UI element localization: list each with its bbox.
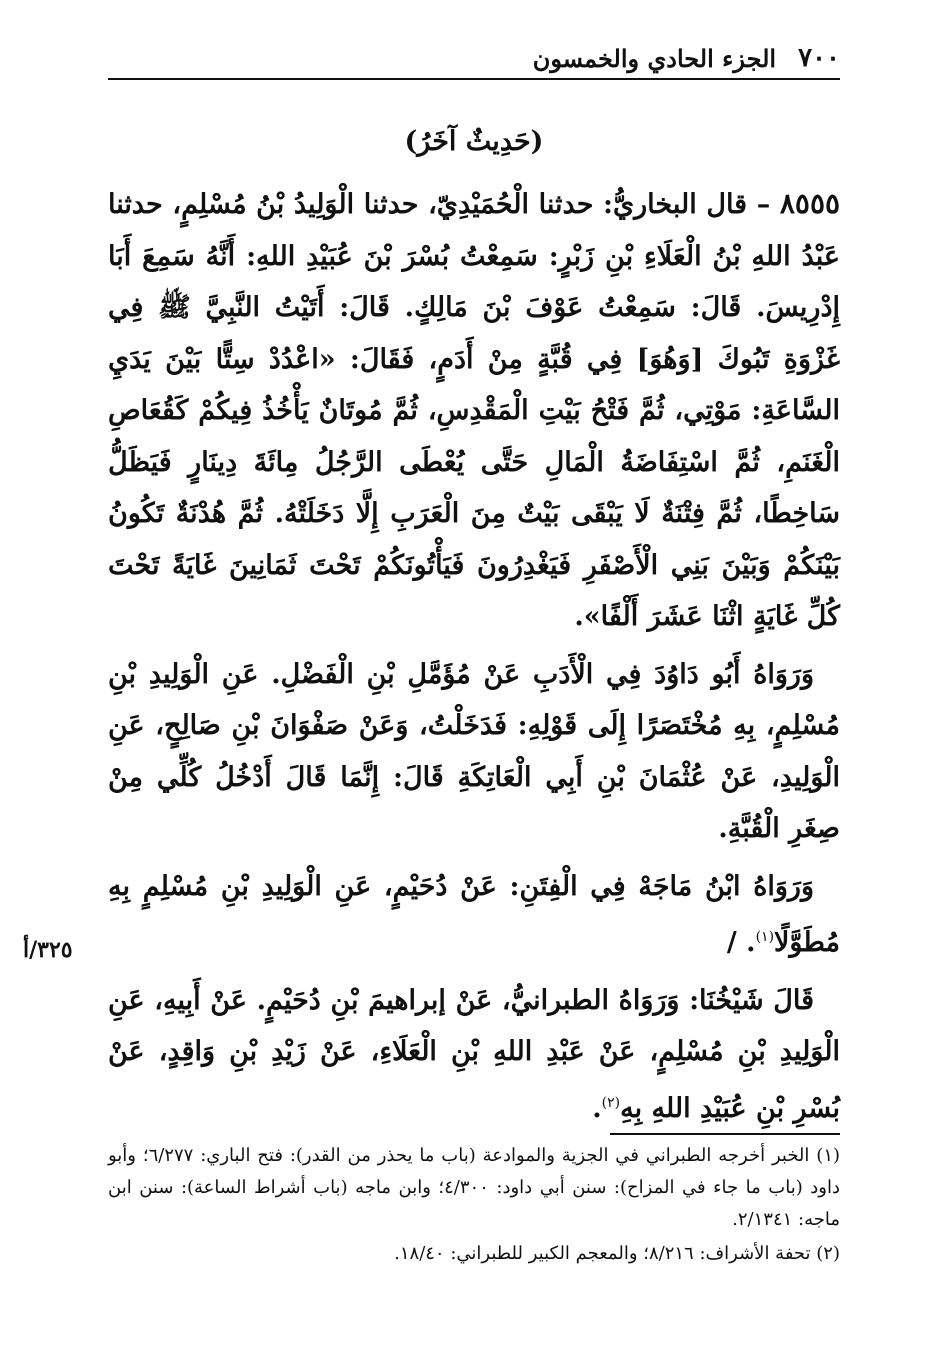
part-title: الجزء الحادي والخمسون <box>532 43 777 73</box>
margin-folio-note: ٣٢٥/أ <box>23 936 73 963</box>
ibn-majah-paragraph <box>108 861 840 969</box>
ibn-majah-end: . / <box>726 927 756 958</box>
footnote-2: (٢) تحفة الأشراف: ٨/٢١٦؛ والمعجم الكبير للطبراني: ١٨/٤٠. <box>394 1243 840 1264</box>
tabarani-text: قَالَ شَيْخُنَا: وَرَوَاهُ الطبرانيُّ، عَنْ إبراهيمَ بْنِ دُحَيْمٍ. عَنْ أَبِيهِ، عَنِ الْوَلِيدِ بْنِ مُسْلِمٍ، عَنْ عَبْدِ اللهِ بْنِ الْعَلَاءِ، عَنْ زَيْدِ بْنِ وَاقِدٍ، عَنْ بُسْرِ بْنِ عُبَيْدِ اللهِ بِهِ <box>108 984 840 1124</box>
running-header <box>108 38 840 78</box>
ibn-majah-block <box>23 861 840 969</box>
hadith-number: ٨٥٥٥ <box>779 187 841 220</box>
page-number: ٧٠٠ <box>798 43 840 73</box>
hadith-paragraph <box>108 178 840 643</box>
tabarani-end: . <box>592 1092 602 1124</box>
tabarani-paragraph <box>108 975 840 1135</box>
section-title: (حَدِيثٌ آخَرُ) <box>404 126 544 157</box>
ibn-majah-text: وَرَوَاهُ ابْنُ مَاجَهْ فِي الْفِتَنِ: عَنْ دُحَيْمٍ، عَنِ الْوَلِيدِ بْنِ مُسْلِمٍ بِهِ مُطَوَّلًا <box>108 870 840 958</box>
abu-dawud-paragraph: وَرَوَاهُ أَبُو دَاوُدَ فِي الْأَدَبِ عَنْ مُؤَمَّلِ بْنِ الْفَضْلِ. عَنِ الْوَلِيدِ بْنِ مُسْلِمٍ، بِهِ مُخْتَصَرًا إِلَى قَوْلِهِ: فَدَخَلْتُ، وَعَنْ صَفْوَانَ بْنِ صَالِحٍ، عَنِ الْوَلِيدِ، عَنْ عُثْمَانَ بْنِ أَبِي الْعَاتِكَةِ قَالَ: إِنَّمَا قَالَ أَدْخُلُ كُلِّي مِنْ صِغَرِ الْقُبَّةِ. <box>108 658 840 844</box>
footnote-ref-1: (١) <box>755 929 775 945</box>
footnote-1: (١) الخبر أخرجه الطبراني في الجزية والموادعة (باب ما يحذر من القدر): فتح الباري: ٦/٢٧٧؛ وأبو داود (باب ما جاء في المزاح): سنن أبي داود: ٤/٣٠٠؛ وابن ماجه (باب أشراط الساعة): سنن ابن ماجه: ٢/١٣٤١. <box>108 1145 841 1230</box>
footnote-ref-2: (٢) <box>601 1094 621 1111</box>
footnote-divider <box>610 1133 840 1135</box>
hadith-text: – قال البخاريُّ: حدثنا الْحُمَيْدِيّ، حدثنا الْوَلِيدُ بْنُ مُسْلِمٍ، حدثنا عَبْدُ اللهِ بْنُ الْعَلَاءِ بْنِ زَبْرٍ: سَمِعْتُ بُسْرَ بْنَ عُبَيْدِ اللهِ: أَنَّهُ سَمِعَ أَبَا إِدْرِيسَ. قَالَ: سَمِعْتُ عَوْفَ بْنَ مَالِكٍ. قَالَ: أَتَيْتُ النَّبِيَّ ﷺ فِي غَزْوَةِ تَبُوكَ [وَهُوَ] فِي قُبَّةٍ مِنْ أَدَمٍ، فَقَالَ: «اعْدُدْ سِتًّا بَيْنَ يَدَيِ السَّاعَةِ: مَوْتِي، ثُمَّ فَتْحُ بَيْتِ الْمَقْدِسِ، ثُمَّ مُوتَانٌ يَأْخُذُ فِيكُمْ كَقُعَاصِ الْغَنَمِ، ثُمَّ اسْتِفَاضَةُ الْمَالِ حَتَّى يُعْطَى الرَّجُلُ مِائَةَ دِينَارٍ فَيَظَلُّ سَاخِطًا، ثُمَّ فِتْنَةٌ لَا يَبْقَى بَيْتٌ مِنَ الْعَرَبِ إِلَّا دَخَلَتْهُ. ثُمَّ هُدْنَةٌ تَكُونُ بَيْنَكُمْ وَبَيْنَ بَنِي الْأَصْفَرِ فَيَغْدِرُونَ فَيَأْتُونَكُمْ تَحْتَ ثَمَانِينَ غَايَةً تَحْتَ كُلِّ غَايَةٍ اثْنَا عَشَرَ أَلْفًا». <box>108 189 840 632</box>
main-text <box>23 120 841 1134</box>
footnotes <box>108 1140 840 1270</box>
header-divider <box>108 78 840 80</box>
